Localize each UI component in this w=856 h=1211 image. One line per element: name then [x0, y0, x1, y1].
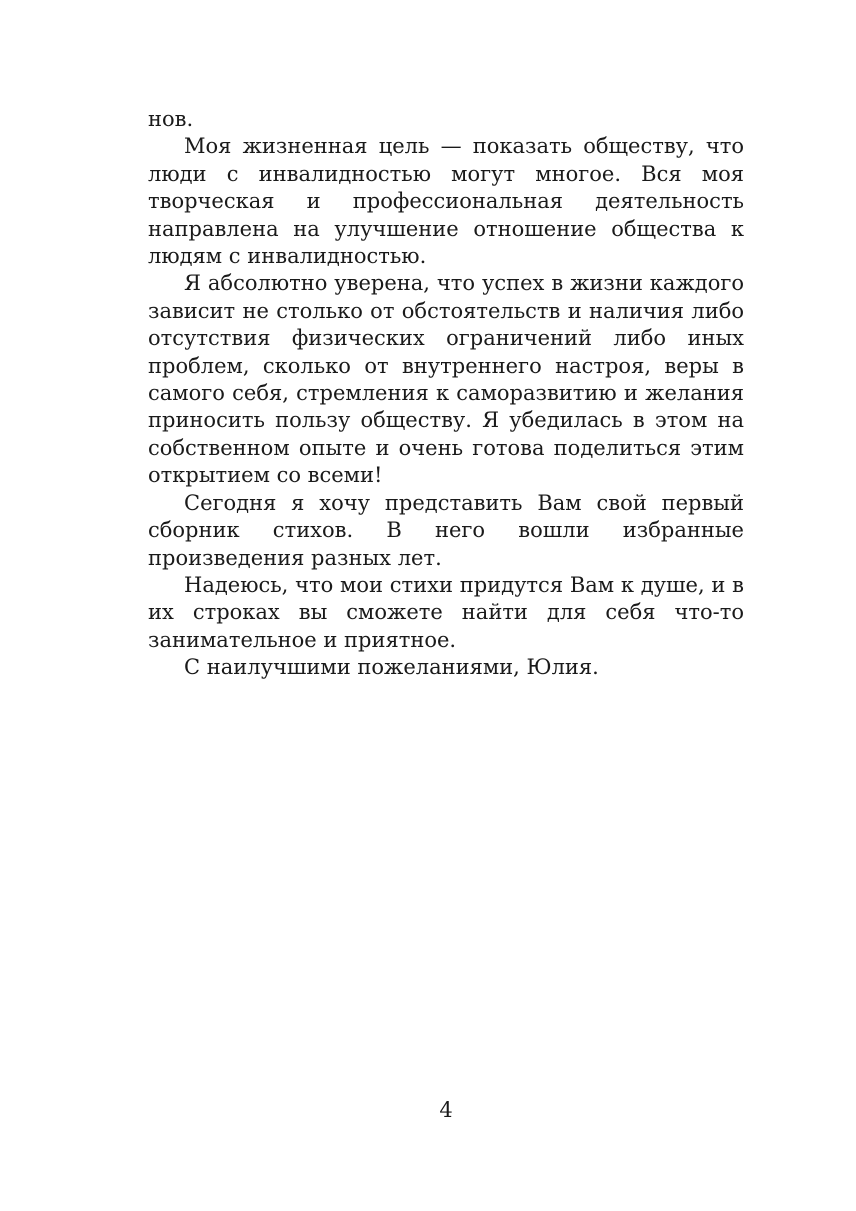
- body-text: [148, 106, 744, 682]
- paragraph-life-goal: Моя жизненная цель — показать обществу, что люди с инвалидностью могут многое. Вся моя творческая и профессиональная деятельность направлена на улучшение отношение общества к людям с инвалидностью.: [148, 134, 744, 269]
- paragraph-success-belief: Я абсолютно уверена, что успех в жизни каждого зависит не столько от обстоятельств и наличия либо отсутствия физических ограничений либо иных проблем, сколько от внутреннего настроя, веры в самого себя, стремления к саморазвитию и желания приносить пользу обществу. Я убедилась в этом на собственном опыте и очень готова поделиться этим открытием со всеми!: [148, 271, 744, 488]
- paragraph-continuation: нов.: [148, 107, 194, 131]
- paragraph-signature: С наилучшими пожеланиями, Юлия.: [184, 655, 599, 680]
- paragraph-collection-intro: Сегодня я хочу представить Вам свой первый сборник стихов. В него вошли избранные произведения разных лет.: [148, 490, 744, 570]
- page-number: 4: [439, 1098, 453, 1122]
- paragraph-hope: Надеюсь, что мои стихи придутся Вам к душе, и в их строках вы сможете найти для себя что-то занимательное и приятное.: [148, 572, 744, 652]
